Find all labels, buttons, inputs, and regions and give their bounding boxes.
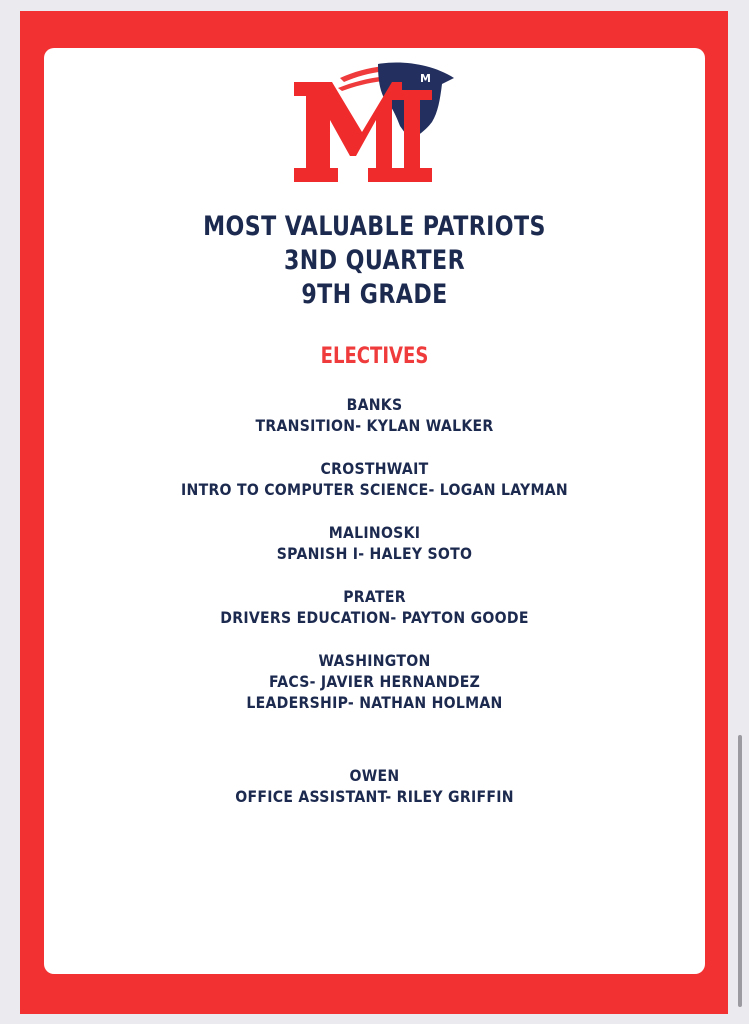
award-line: DRIVERS EDUCATION- PAYTON GOODE xyxy=(220,608,529,627)
entry-prater xyxy=(44,586,705,628)
entry-washington xyxy=(44,650,705,713)
flyer-card xyxy=(44,48,705,974)
teacher-name: WASHINGTON xyxy=(318,651,431,670)
title-line-1: MOST VALUABLE PATRIOTS xyxy=(203,211,546,242)
award-line: OFFICE ASSISTANT- RILEY GRIFFIN xyxy=(235,787,514,806)
teacher-name: CROSTHWAIT xyxy=(320,459,429,478)
patriot-m-logo-icon xyxy=(292,60,462,184)
vertical-scrollbar[interactable] xyxy=(738,735,742,1007)
teacher-name: MALINOSKI xyxy=(328,523,421,542)
title-line-3: 9TH GRADE xyxy=(301,279,448,310)
entry-banks xyxy=(44,394,705,436)
entry-crosthwait xyxy=(44,458,705,500)
teacher-name: PRATER xyxy=(343,587,406,606)
award-line: LEADERSHIP- NATHAN HOLMAN xyxy=(246,693,503,712)
section-heading-electives: ELECTIVES xyxy=(320,344,429,369)
entry-owen xyxy=(44,765,705,807)
title-block xyxy=(44,210,705,312)
helmet-letter: M xyxy=(420,72,431,85)
entry-malinoski xyxy=(44,522,705,564)
teacher-name: BANKS xyxy=(346,395,403,414)
teacher-name: OWEN xyxy=(349,766,400,785)
flyer-content xyxy=(44,210,705,807)
award-line: TRANSITION- KYLAN WALKER xyxy=(255,416,494,435)
title-line-2: 3ND QUARTER xyxy=(283,245,466,276)
award-line: SPANISH I- HALEY SOTO xyxy=(276,544,473,563)
award-line: INTRO TO COMPUTER SCIENCE- LOGAN LAYMAN xyxy=(181,480,568,499)
award-line: FACS- JAVIER HERNANDEZ xyxy=(268,672,481,691)
